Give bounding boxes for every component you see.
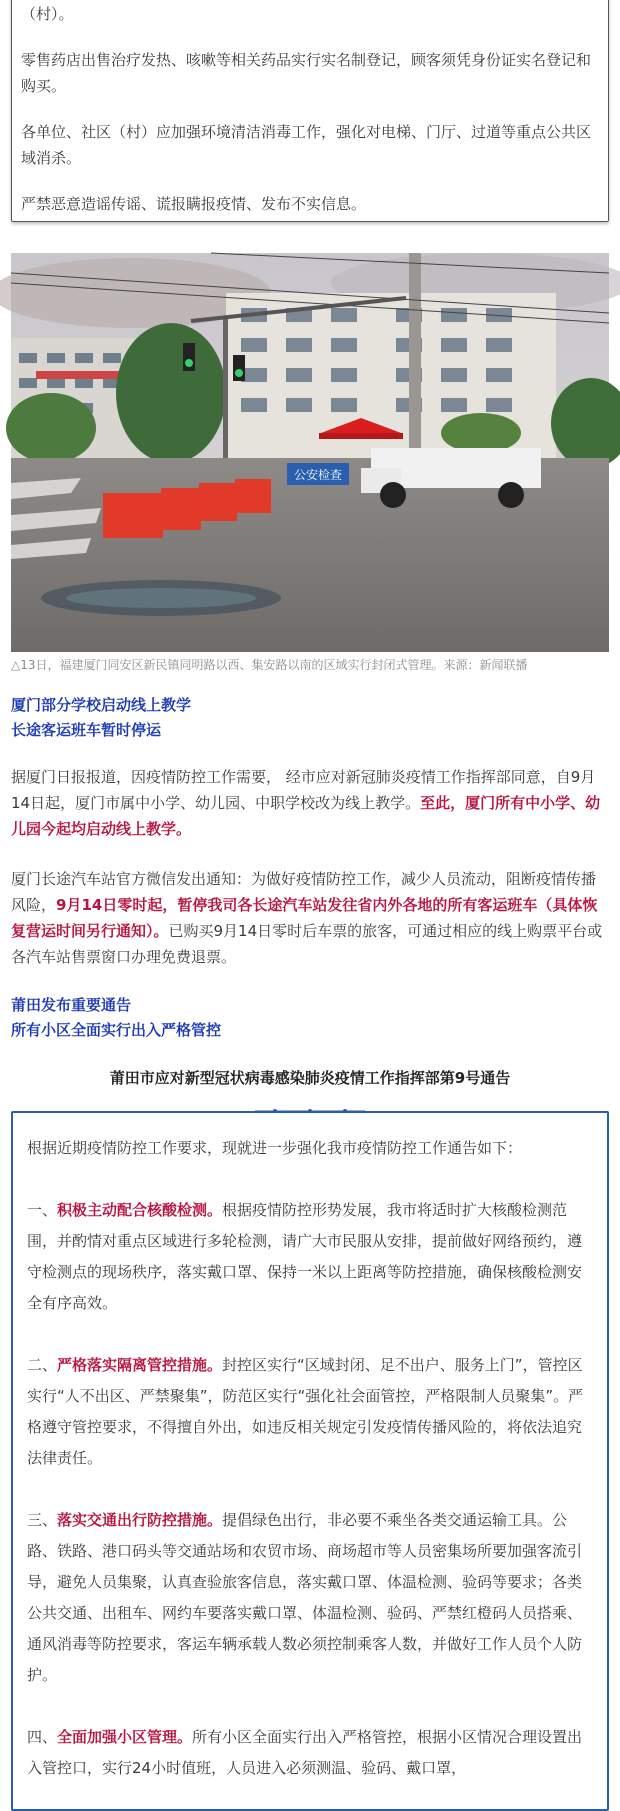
- box-paragraph: 严禁恶意造谣传谣、谎报瞒报疫情、发布不实信息。: [21, 195, 367, 213]
- item-number: 一、: [27, 1201, 58, 1219]
- box-paragraph: （村）。: [21, 5, 74, 23]
- notice-item: [27, 1350, 593, 1474]
- section-title-line: 莆田发布重要通告: [11, 996, 132, 1014]
- item-body: 所有小区全面实行出入严格管控，根据小区情况合理设置出入管控口，实行24小时值班，人员进入必须测温、验码、戴口罩，: [27, 1728, 583, 1777]
- section-title-line: 厦门部分学校启动线上教学: [11, 696, 192, 714]
- box-paragraph: 各单位、社区（村）应加强环境清洁消毒工作，强化对电梯、门厅、过道等重点公共区域消杀。: [21, 123, 592, 167]
- section-title: [11, 993, 221, 1043]
- red-emphasis: 落实交通出行防控措施。: [57, 1511, 223, 1529]
- notice-box-top: [11, 0, 609, 222]
- article-paragraph: [11, 866, 609, 970]
- item-body: 提倡绿色出行，非必要不乘坐各类交通运输工具。公路、铁路、港口码头等交通站场和农贸市场、商场超市等人员密集场所要加强客流引导，避免人员集聚，认真查验旅客信息，落实戴口罩、体温检测、验码等要求；各类公共交通、出租车、网约车要落实戴口罩、体温检测、验码、严禁红橙码人员搭乘、通风消毒等防控要求，客运车辆承载人数必须控制乘客人数，并做好工作人员个人防护。: [27, 1511, 583, 1684]
- item-body: 根据疫情防控形势发展，我市将适时扩大核酸检测范围，并酌情对重点区域进行多轮检测，请广大市民服从安排，提前做好网络预约，遵守检测点的现场秩序，落实戴口罩、保持一米以上距离等防控措施，确保核酸检测安全有序高效。: [27, 1201, 583, 1312]
- section-title-line: 所有小区全面实行出入严格管控: [11, 1021, 222, 1039]
- photo-caption: △13日，福建厦门同安区新民镇同明路以西、集安路以南的区域实行封闭式管理。来源：新闻联播: [11, 658, 528, 672]
- notice-item: [27, 1505, 593, 1691]
- paragraph-text: 已购买9月14日零时后车票的旅客，可通过相应的线上购票平台或各汽车站售票窗口办理免费退票。: [11, 922, 603, 966]
- notice-box: [11, 1111, 609, 1811]
- section-title-line: 长途客运班车暂时停运: [11, 721, 162, 739]
- box-paragraph: 零售药店出售治疗发热、咳嗽等相关药品实行实名制登记，顾客须凭身份证实名登记和购买。: [21, 51, 592, 95]
- item-number: 四、: [27, 1728, 58, 1746]
- border-ornament: [255, 1108, 365, 1114]
- notice-item: [27, 1195, 593, 1319]
- red-emphasis: 积极主动配合核酸检测。: [57, 1201, 223, 1219]
- notice-item: [27, 1722, 593, 1784]
- article-paragraph: [11, 764, 609, 842]
- news-photo: [11, 253, 609, 652]
- red-emphasis: 至此，厦门所有中小学、幼儿园今起均启动线上教学。: [11, 794, 601, 838]
- paragraph-text: 据厦门日报报道，因疫情防控工作需要， 经市应对新冠肺炎疫情工作指挥部同意，自9月14日起，厦门市属中小学、幼儿园、中职学校改为线上教学。: [11, 768, 596, 812]
- item-number: 三、: [27, 1511, 58, 1529]
- checkpoint-sign: 公安检查: [293, 468, 343, 482]
- red-emphasis: 9月14日零时起，暂停我司各长途汽车站发往省内外各地的所有客运班车（具体恢复营运时间另行通知）。: [11, 896, 598, 940]
- item-body: 封控区实行“区域封闭、足不出户、服务上门”，管控区实行“人不出区、严禁聚集”，防范区实行“强化社会面管控，严格限制人员聚集”。严格遵守管控要求，不得擅自外出，如违反相关规定引发疫情传播风险的，将依法追究法律责任。: [27, 1356, 584, 1467]
- item-number: 二、: [27, 1356, 58, 1374]
- notice-title: 莆田市应对新型冠状病毒感染肺炎疫情工作指挥部第9号通告: [109, 1069, 511, 1087]
- red-emphasis: 严格落实隔离管控措施。: [57, 1356, 223, 1374]
- section-title: [11, 693, 191, 743]
- red-emphasis: 全面加强小区管理。: [57, 1728, 193, 1746]
- paragraph-text: 厦门长途汽车站官方微信发出通知：为做好疫情防控工作，减少人员流动，阻断疫情传播风险，: [11, 870, 597, 914]
- notice-intro: 根据近期疫情防控工作要求，现就进一步强化我市疫情防控工作通告如下：: [27, 1139, 523, 1157]
